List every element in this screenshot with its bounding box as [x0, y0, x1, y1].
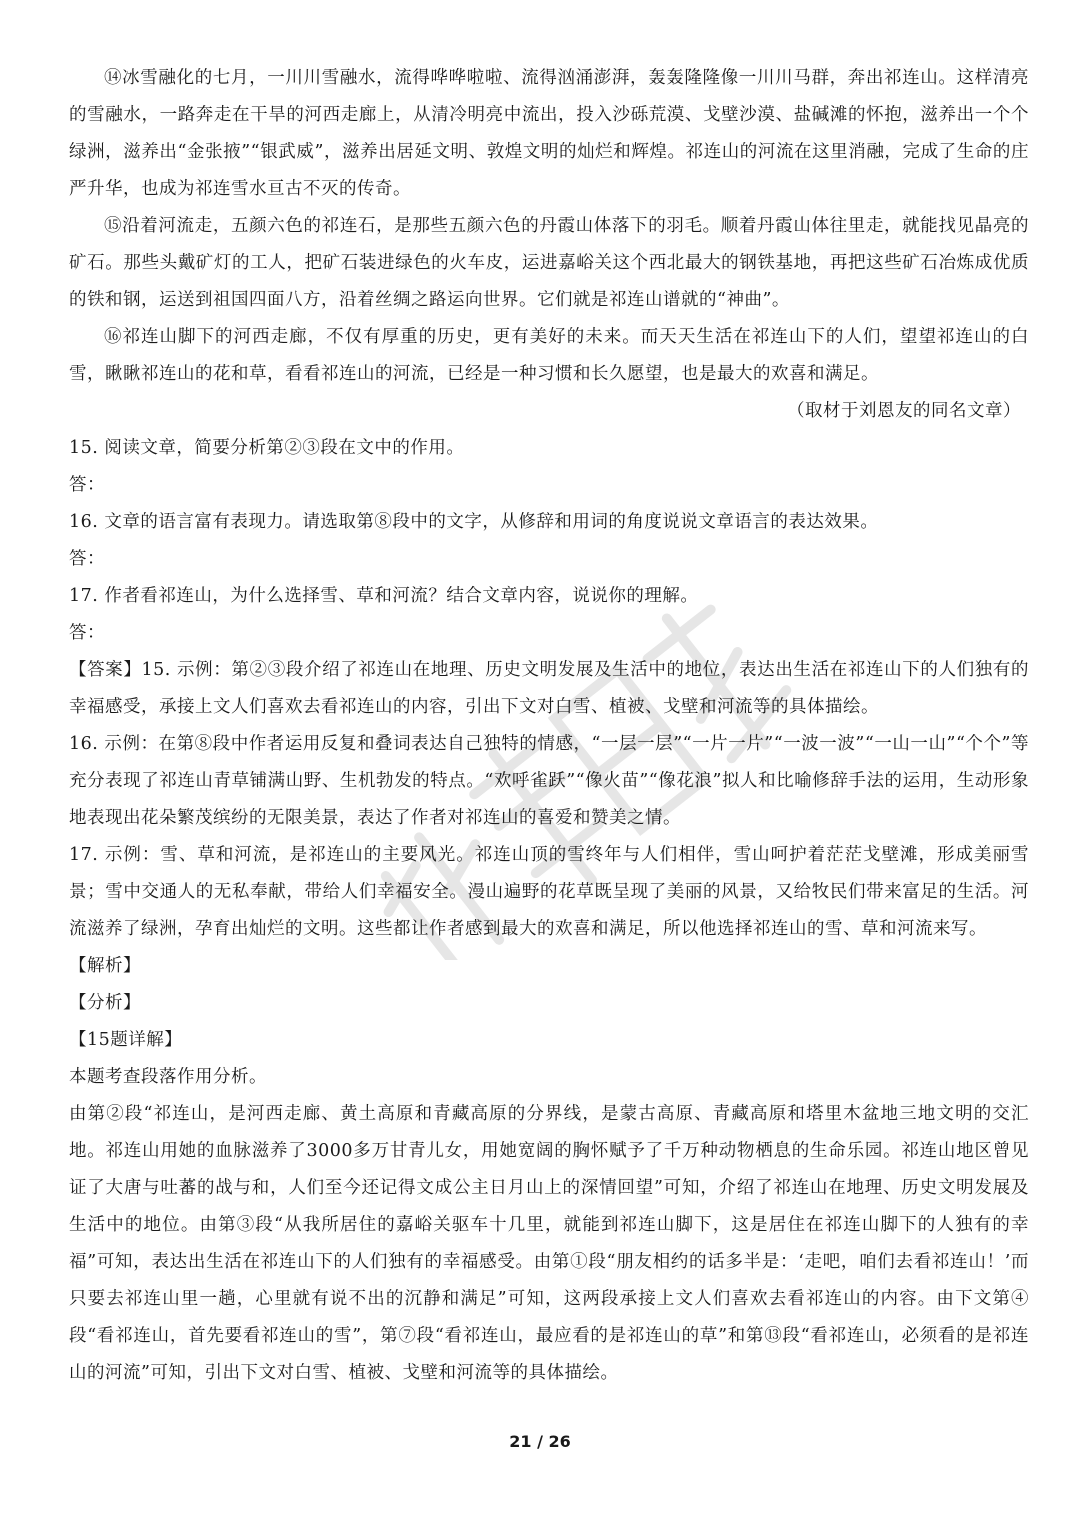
question-15: 15. 阅读文章，简要分析第②③段在文中的作用。 — [69, 438, 465, 458]
answer-label-16: 答： — [69, 549, 105, 569]
answer-label-15: 答： — [69, 475, 105, 495]
page-content — [69, 60, 1029, 1392]
question-16: 16. 文章的语言富有表现力。请选取第⑧段中的文字，从修辞和用词的角度说说文章语言的表达效果。 — [69, 512, 879, 532]
fenxi-heading: 【分析】 — [69, 993, 141, 1013]
analysis-body: 由第②段“祁连山，是河西走廊、黄土高原和青藏高原的分界线，是蒙古高原、青藏高原和塔里木盆地三地文明的交汇地。祁连山用她的血脉滋养了3000多万甘青儿女，用她宽阔的胸怀赋予了千万种动物栖息的生命乐园。祁连山地区曾见证了大唐与吐蕃的战与和，人们至今还记得文成公主日月山上的深情回望”可知，介绍了祁连山在地理、历史文明发展及生活中的地位。由第③段“从我所居住的嘉峪关驱车十几里，就能到祁连山脚下，这是居住在祁连山脚下的人独有的幸福”可知，表达出生活在祁连山下的人们独有的幸福感受。由第①段“朋友相约的话多半是：‘走吧，咱们去看祁连山！’而只要去祁连山里一趟，心里就有说不出的沉静和满足”可知，这两段承接上文人们喜欢去看祁连山的内容。由下文第④段“看祁连山，首先要看祁连山的雪”，第⑦段“看祁连山，最应看的是祁连山的草”和第⑬段“看祁连山，必须看的是祁连山的河流”可知，引出下文对白雪、植被、戈壁和河流等的具体描绘。 — [69, 1104, 1029, 1383]
analysis-heading: 【解析】 — [69, 956, 141, 976]
paragraph-14: ⑭冰雪融化的七月，一川川雪融水，流得哗哗啦啦、流得汹涌澎湃，轰轰隆隆像一川川马群，奔出祁连山。这样清亮的雪融水，一路奔走在干旱的河西走廊上，从清冷明亮中流出，投入沙砾荒漠、戈壁沙漠、盐碱滩的怀抱，滋养出一个个绿洲，滋养出“金张掖”“银武威”，滋养出居延文明、敦煌文明的灿烂和辉煌。祁连山的河流在这里消融，完成了生命的庄严升华，也成为祁连雪水亘古不灭的传奇。 — [69, 68, 1029, 199]
question-17: 17. 作者看祁连山，为什么选择雪、草和河流？结合文章内容，说说你的理解。 — [69, 586, 699, 606]
answer-15-text: 【答案】15. 示例：第②③段介绍了祁连山在地理、历史文明发展及生活中的地位，表达出生活在祁连山下的人们独有的幸福感受，承接上文人们喜欢去看祁连山的内容，引出下文对白雪、植被、戈壁和河流等的具体描绘。 — [69, 660, 1029, 717]
paragraph-15: ⑮沿着河流走，五颜六色的祁连石，是那些五颜六色的丹霞山体落下的羽毛。顺着丹霞山体往里走，就能找见晶亮的矿石。那些头戴矿灯的工人，把矿石装进绿色的火车皮，运进嘉峪关这个西北最大的钢铁基地，再把这些矿石冶炼成优质的铁和钢，运送到祖国四面八方，沿着丝绸之路运向世界。它们就是祁连山谱就的“神曲”。 — [69, 216, 1029, 310]
page-number: 21 / 26 — [509, 1432, 571, 1451]
answer-label-17: 答： — [69, 623, 105, 643]
paragraph-16: ⑯祁连山脚下的河西走廊，不仅有厚重的历史，更有美好的未来。而天天生活在祁连山下的人们，望望祁连山的白雪，瞅瞅祁连山的花和草，看看祁连山的河流，已经是一种习惯和长久愿望，也是最大的欢喜和满足。 — [69, 327, 1029, 384]
detail-15-heading: 【15题详解】 — [69, 1030, 183, 1050]
answer-17-text: 17. 示例：雪、草和河流，是祁连山的主要风光。祁连山顶的雪终年与人们相伴，雪山呵护着茫茫戈壁滩，形成美丽雪景；雪中交通人的无私奉献，带给人们幸福安全。漫山遍野的花草既呈现了美丽的风景，又给牧民们带来富足的生活。河流滋养了绿洲，孕育出灿烂的文明。这些都让作者感到最大的欢喜和满足，所以他选择祁连山的雪、草和河流来写。 — [69, 845, 1029, 939]
source-attribution: （取材于刘恩友的同名文章） — [787, 401, 1021, 421]
analysis-intro: 本题考查段落作用分析。 — [69, 1067, 267, 1087]
answer-16-text: 16. 示例：在第⑧段中作者运用反复和叠词表达自己独特的情感，“一层一层”“一片一片”“一波一波”“一山一山”“个个”等充分表现了祁连山青草铺满山野、生机勃发的特点。“欢呼雀跃”“像火苗”“像花浪”拟人和比喻修辞手法的运用，生动形象地表现出花朵繁茂缤纷的无限美景，表达了作者对祁连山的喜爱和赞美之情。 — [69, 734, 1029, 828]
